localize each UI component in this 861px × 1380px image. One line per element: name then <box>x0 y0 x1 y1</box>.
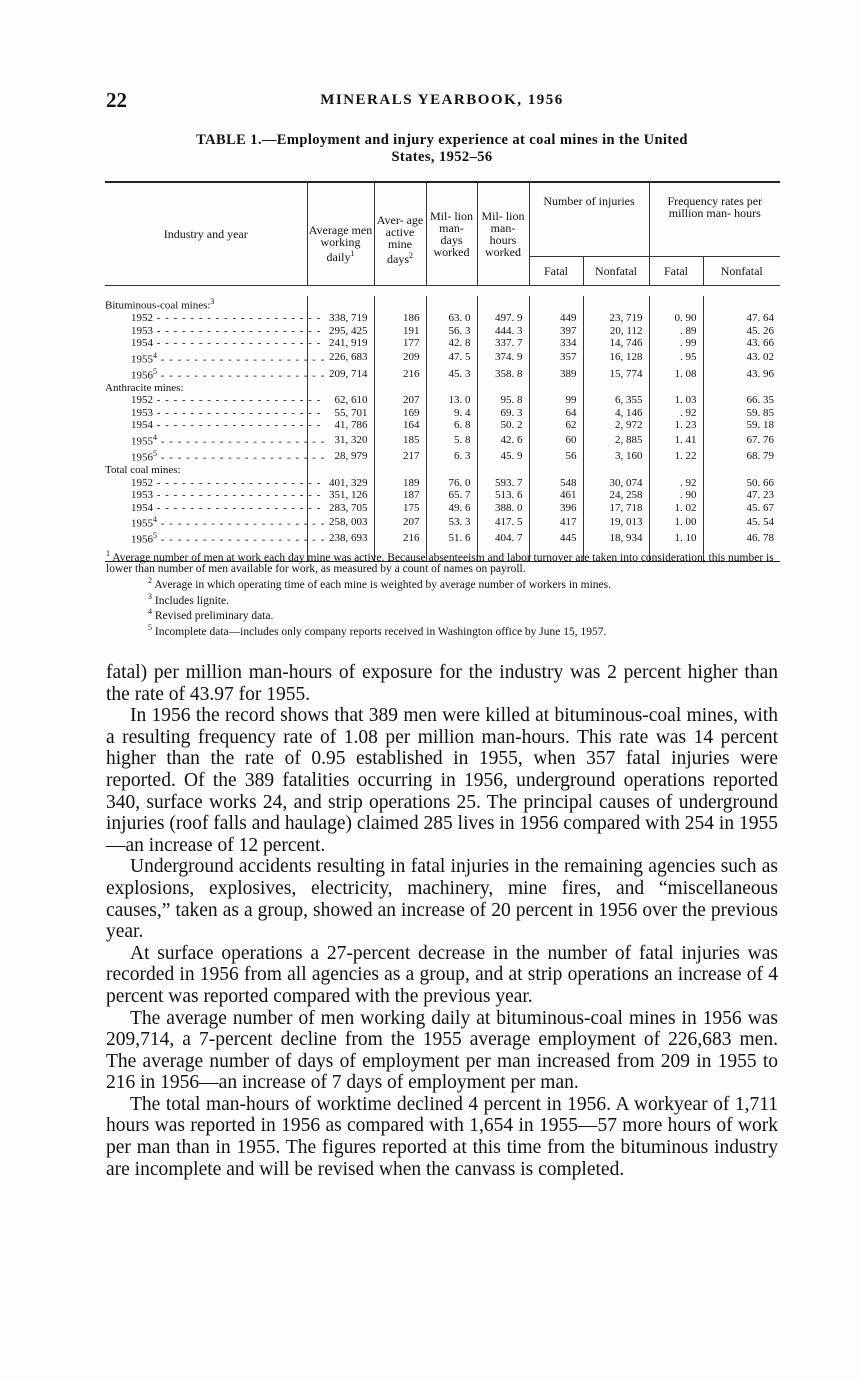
empty-cell <box>529 382 583 395</box>
cell-days: 169 <box>374 407 426 420</box>
cell-men: 41, 786 <box>307 419 374 432</box>
cell-rate-fatal: . 92 <box>649 407 703 420</box>
cell-man-days: 42. 8 <box>426 337 477 350</box>
leader-dots: - - - - - - - - - - - - - - - - - - - - <box>157 353 326 366</box>
table-row <box>105 514 780 530</box>
cell-rate-fatal: 1. 02 <box>649 502 703 515</box>
footnote-mark: 5 <box>148 623 152 633</box>
group-label-footnote: 3 <box>210 297 215 306</box>
col-header-injuries: Number of injuries <box>529 183 649 257</box>
table-row <box>105 489 780 502</box>
cell-rate-nonfatal: 66. 35 <box>703 394 780 407</box>
group-label <box>105 296 307 312</box>
spacer-row <box>105 286 780 297</box>
cell-fatal: 548 <box>529 477 583 490</box>
empty-cell <box>477 296 529 312</box>
cell-rate-fatal: . 90 <box>649 489 703 502</box>
col-header-fatal: Fatal <box>529 257 583 286</box>
footnote <box>106 575 780 591</box>
row-year <box>105 394 322 407</box>
cell-man-hours: 593. 7 <box>477 477 529 490</box>
cell-fatal: 445 <box>529 530 583 546</box>
row-year <box>105 432 326 448</box>
row-year-text: 1955 <box>131 353 153 366</box>
leader-dots: - - - - - - - - - - - - - - - - - - - - <box>157 451 326 464</box>
cell-men: 258, 003 <box>307 514 374 530</box>
table-title-line1: TABLE 1.—Employment and injury experience at coal mines in the United <box>196 132 688 148</box>
col-header-avg-men-footnote: 1 <box>350 249 355 258</box>
cell-days: 207 <box>374 394 426 407</box>
cell-man-hours: 42. 6 <box>477 432 529 448</box>
col-header-active-days-text: Aver- age active mine days <box>376 213 424 266</box>
cell-nonfatal: 24, 258 <box>583 489 649 502</box>
cell-rate-fatal: 1. 41 <box>649 432 703 448</box>
leader-dots: - - - - - - - - - - - - - - - - - - - - <box>153 337 322 350</box>
cell-man-days: 6. 3 <box>426 448 477 464</box>
table-row <box>105 432 780 448</box>
paragraph: At surface operations a 27-percent decrease in the number of fatal injuries was recorded in 1956 from all agencies as a group, and at strip operations an increase of 4 percent was reported compared with the previous year. <box>106 942 778 1007</box>
row-year <box>105 489 322 502</box>
footnote-text: Average number of men at work each day mine was active. Because absenteeism and labor turnover are taken into consideration, this number is lower than number of men available for work, as measured by a count of names on payroll. <box>106 551 774 575</box>
page-header <box>106 88 778 112</box>
leader-dots: - - - - - - - - - - - - - - - - - - - - <box>157 534 326 547</box>
cell-rate-fatal: . 92 <box>649 477 703 490</box>
cell-nonfatal: 6, 355 <box>583 394 649 407</box>
empty-cell <box>426 464 477 477</box>
cell-men: 209, 714 <box>307 366 374 382</box>
body-text <box>106 662 778 1180</box>
table-row <box>105 366 780 382</box>
cell-rate-fatal: 1. 10 <box>649 530 703 546</box>
table-footnotes <box>106 548 780 638</box>
cell-rate-nonfatal: 45. 26 <box>703 325 780 338</box>
group-label <box>105 382 307 395</box>
cell-man-days: 13. 0 <box>426 394 477 407</box>
cell-fatal: 56 <box>529 448 583 464</box>
cell-men: 226, 683 <box>307 350 374 366</box>
leader-dots: - - - - - - - - - - - - - - - - - - - - <box>157 435 326 448</box>
cell-man-hours: 417. 5 <box>477 514 529 530</box>
cell-nonfatal: 19, 013 <box>583 514 649 530</box>
col-header-active-days-footnote: 2 <box>409 251 413 260</box>
spacer-cell <box>105 286 780 297</box>
empty-cell <box>649 382 703 395</box>
table-row <box>105 350 780 366</box>
empty-cell <box>583 464 649 477</box>
footnote-text: Includes lignite. <box>154 594 229 607</box>
cell-nonfatal: 17, 718 <box>583 502 649 515</box>
row-year <box>105 324 322 338</box>
empty-cell <box>307 382 374 395</box>
row-year-text: 1953 <box>131 406 153 419</box>
cell-rate-fatal: . 99 <box>649 337 703 350</box>
row-year <box>105 350 326 366</box>
cell-man-hours: 374. 9 <box>477 350 529 366</box>
empty-cell <box>307 296 374 312</box>
row-year <box>105 530 326 547</box>
leader-dots: - - - - - - - - - - - - - - - - - - - - <box>153 324 322 337</box>
row-year <box>105 448 326 464</box>
cell-men: 241, 919 <box>307 337 374 350</box>
footnote <box>106 548 780 575</box>
cell-rate-fatal: 1. 03 <box>649 394 703 407</box>
cell-rate-nonfatal: 47. 64 <box>703 312 780 325</box>
footnote <box>106 591 780 607</box>
col-header-man-days: Mil- lion man- days worked <box>426 183 477 286</box>
cell-rate-fatal: 1. 22 <box>649 448 703 464</box>
paragraph: The average number of men working daily at bituminous-coal mines in 1956 was 209,714, a 7-percent decline from the 1955 average employment of 226,683 men. The average number of days of employment per man increased from 209 in 1955 to 216 in 1956—an increase of 7 days of employment per man. <box>106 1007 778 1094</box>
cell-man-days: 45. 3 <box>426 366 477 382</box>
row-year-footnote: 5 <box>153 449 157 459</box>
row-year <box>105 312 322 325</box>
cell-rate-nonfatal: 47. 23 <box>703 489 780 502</box>
cell-days: 216 <box>374 530 426 546</box>
table-row <box>105 394 780 407</box>
empty-cell <box>374 464 426 477</box>
row-year-text: 1956 <box>131 534 153 547</box>
footnote-mark: 4 <box>148 607 152 617</box>
footnote-mark: 2 <box>148 575 152 585</box>
cell-man-days: 65. 7 <box>426 489 477 502</box>
cell-rate-nonfatal: 45. 67 <box>703 502 780 515</box>
row-year-text: 1952 <box>131 476 153 489</box>
cell-man-days: 9. 4 <box>426 407 477 420</box>
row-year-text: 1953 <box>131 489 153 502</box>
empty-cell <box>477 382 529 395</box>
cell-rate-nonfatal: 43. 02 <box>703 350 780 366</box>
col-header-industry: Industry and year <box>105 183 307 286</box>
cell-men: 238, 693 <box>307 530 374 546</box>
table-row <box>105 407 780 420</box>
cell-fatal: 449 <box>529 312 583 325</box>
cell-man-days: 51. 6 <box>426 530 477 546</box>
cell-men: 295, 425 <box>307 325 374 338</box>
empty-cell <box>649 464 703 477</box>
cell-rate-nonfatal: 59. 85 <box>703 407 780 420</box>
cell-men: 401, 329 <box>307 477 374 490</box>
cell-days: 187 <box>374 489 426 502</box>
cell-nonfatal: 18, 934 <box>583 530 649 546</box>
table-row <box>105 325 780 338</box>
cell-nonfatal: 4, 146 <box>583 407 649 420</box>
cell-days: 175 <box>374 502 426 515</box>
cell-man-days: 53. 3 <box>426 514 477 530</box>
cell-fatal: 397 <box>529 325 583 338</box>
group-label-text: Bituminous-coal mines: <box>105 299 211 312</box>
cell-men: 55, 701 <box>307 407 374 420</box>
cell-rate-fatal: 1. 08 <box>649 366 703 382</box>
cell-man-days: 6. 8 <box>426 419 477 432</box>
cell-man-days: 76. 0 <box>426 477 477 490</box>
cell-rate-nonfatal: 43. 96 <box>703 366 780 382</box>
row-year-text: 1955 <box>131 517 153 530</box>
cell-days: 209 <box>374 350 426 366</box>
cell-fatal: 62 <box>529 419 583 432</box>
table-row <box>105 530 780 546</box>
leader-dots: - - - - - - - - - - - - - - - - - - - - <box>153 476 322 489</box>
group-label-text: Total coal mines: <box>105 464 181 477</box>
cell-days: 164 <box>374 419 426 432</box>
footnote-text: Average in which operating time of each mine is weighted by average number of workers in mines. <box>154 578 612 591</box>
cell-man-days: 56. 3 <box>426 325 477 338</box>
cell-man-hours: 69. 3 <box>477 407 529 420</box>
footnote-text: Revised preliminary data. <box>154 610 274 623</box>
cell-rate-fatal: 0. 90 <box>649 312 703 325</box>
cell-nonfatal: 16, 128 <box>583 350 649 366</box>
table-title <box>106 132 778 166</box>
col-header-avg-men <box>307 183 374 286</box>
cell-man-hours: 95. 8 <box>477 394 529 407</box>
empty-cell <box>583 382 649 395</box>
col-header-avg-men-text: Average men working daily <box>308 223 373 264</box>
cell-fatal: 389 <box>529 366 583 382</box>
table-row <box>105 419 780 432</box>
data-table <box>105 181 780 562</box>
leader-dots: - - - - - - - - - - - - - - - - - - - - <box>153 312 322 325</box>
footnote-mark: 3 <box>148 591 152 601</box>
cell-man-hours: 404. 7 <box>477 530 529 546</box>
row-year-text: 1952 <box>131 312 153 325</box>
group-row <box>105 296 780 312</box>
empty-cell <box>529 296 583 312</box>
table-row <box>105 448 780 464</box>
row-year-footnote: 4 <box>153 432 157 442</box>
cell-fatal: 357 <box>529 350 583 366</box>
row-year-text: 1954 <box>131 501 153 514</box>
cell-rate-nonfatal: 46. 78 <box>703 530 780 546</box>
cell-nonfatal: 2, 885 <box>583 432 649 448</box>
cell-rate-fatal: . 89 <box>649 325 703 338</box>
cell-days: 191 <box>374 325 426 338</box>
row-year-text: 1954 <box>131 337 153 350</box>
paragraph: fatal) per million man-hours of exposure for the industry was 2 percent higher than the rate of 43.97 for 1955. <box>106 662 778 705</box>
row-year-footnote: 4 <box>153 350 157 360</box>
cell-man-hours: 497. 9 <box>477 312 529 325</box>
row-year <box>105 419 322 432</box>
cell-rate-fatal: . 95 <box>649 350 703 366</box>
cell-rate-nonfatal: 68. 79 <box>703 448 780 464</box>
row-year-text: 1953 <box>131 324 153 337</box>
cell-man-hours: 50. 2 <box>477 419 529 432</box>
cell-fatal: 334 <box>529 337 583 350</box>
row-year <box>105 406 322 420</box>
col-header-nonfatal: Nonfatal <box>583 257 649 286</box>
group-label-text: Anthracite mines: <box>105 381 184 394</box>
row-year-text: 1956 <box>131 451 153 464</box>
empty-cell <box>426 296 477 312</box>
empty-cell <box>583 296 649 312</box>
cell-men: 283, 705 <box>307 502 374 515</box>
cell-days: 186 <box>374 312 426 325</box>
leader-dots: - - - - - - - - - - - - - - - - - - - - <box>157 369 326 382</box>
leader-dots: - - - - - - - - - - - - - - - - - - - - <box>153 394 322 407</box>
table-body <box>105 286 780 561</box>
col-header-man-hours: Mil- lion man- hours worked <box>477 183 529 286</box>
cell-nonfatal: 2, 972 <box>583 419 649 432</box>
footnote <box>106 606 780 622</box>
group-row <box>105 464 780 477</box>
cell-man-days: 47. 5 <box>426 350 477 366</box>
leader-dots: - - - - - - - - - - - - - - - - - - - - <box>153 501 322 514</box>
row-year <box>105 501 322 515</box>
running-title: MINERALS YEARBOOK, 1956 <box>320 92 564 108</box>
cell-nonfatal: 3, 160 <box>583 448 649 464</box>
table-row <box>105 502 780 515</box>
cell-fatal: 396 <box>529 502 583 515</box>
cell-days: 217 <box>374 448 426 464</box>
table-row <box>105 477 780 490</box>
empty-cell <box>529 464 583 477</box>
row-year-text: 1952 <box>131 394 153 407</box>
group-label <box>105 464 307 477</box>
col-header-rate-fatal: Fatal <box>649 257 703 286</box>
cell-nonfatal: 15, 774 <box>583 366 649 382</box>
empty-cell <box>649 296 703 312</box>
cell-nonfatal: 23, 719 <box>583 312 649 325</box>
cell-men: 62, 610 <box>307 394 374 407</box>
empty-cell <box>426 382 477 395</box>
cell-days: 216 <box>374 366 426 382</box>
page-number: 22 <box>106 88 127 112</box>
cell-rate-fatal: 1. 00 <box>649 514 703 530</box>
cell-man-hours: 444. 3 <box>477 325 529 338</box>
row-year-text: 1955 <box>131 435 153 448</box>
cell-nonfatal: 20, 112 <box>583 325 649 338</box>
empty-cell <box>307 464 374 477</box>
leader-dots: - - - - - - - - - - - - - - - - - - - - <box>153 406 322 419</box>
leader-dots: - - - - - - - - - - - - - - - - - - - - <box>153 419 322 432</box>
cell-rate-nonfatal: 50. 66 <box>703 477 780 490</box>
empty-cell <box>703 464 780 477</box>
paragraph: The total man-hours of worktime declined 4 percent in 1956. A workyear of 1,711 hours was reported in 1956 as compared with 1,654 in 1955—57 more hours of work per man than in 1955. The figures reported at this time from the bituminous industry are incomplete and will be revised when the canvass is completed. <box>106 1093 778 1180</box>
cell-rate-fatal: 1. 23 <box>649 419 703 432</box>
cell-man-hours: 358. 8 <box>477 366 529 382</box>
col-header-active-days <box>374 183 426 286</box>
cell-rate-nonfatal: 59. 18 <box>703 419 780 432</box>
cell-fatal: 461 <box>529 489 583 502</box>
row-year-footnote: 5 <box>153 366 157 376</box>
empty-cell <box>703 296 780 312</box>
cell-rate-nonfatal: 45. 54 <box>703 514 780 530</box>
row-year-footnote: 4 <box>153 515 157 525</box>
cell-men: 338, 719 <box>307 312 374 325</box>
cell-man-hours: 513. 6 <box>477 489 529 502</box>
cell-man-hours: 388. 0 <box>477 502 529 515</box>
cell-man-days: 5. 8 <box>426 432 477 448</box>
empty-cell <box>703 382 780 395</box>
col-header-rate-nonfatal: Nonfatal <box>703 257 780 286</box>
table-row <box>105 312 780 325</box>
cell-rate-nonfatal: 67. 76 <box>703 432 780 448</box>
cell-nonfatal: 30, 074 <box>583 477 649 490</box>
cell-days: 189 <box>374 477 426 490</box>
empty-cell <box>374 382 426 395</box>
row-year <box>105 337 322 350</box>
paragraph: Underground accidents resulting in fatal injuries in the remaining agencies such as explosions, explosives, electricity, machinery, mine fires, and “miscellaneous causes,” taken as a group, showed an increase of 20 percent in 1956 over the previous year. <box>106 856 778 943</box>
table-title-line2: States, 1952–56 <box>391 149 493 165</box>
empty-cell <box>374 296 426 312</box>
cell-days: 185 <box>374 432 426 448</box>
row-year-text: 1954 <box>131 419 153 432</box>
row-year <box>105 514 326 530</box>
empty-cell <box>477 464 529 477</box>
group-row <box>105 382 780 395</box>
footnote-text: Incomplete data—includes only company reports received in Washington office by June 15, 1957. <box>154 626 607 639</box>
row-year-footnote: 5 <box>153 531 157 541</box>
cell-days: 177 <box>374 337 426 350</box>
cell-man-days: 49. 6 <box>426 502 477 515</box>
table-row <box>105 337 780 350</box>
cell-man-hours: 337. 7 <box>477 337 529 350</box>
row-year <box>105 366 326 382</box>
leader-dots: - - - - - - - - - - - - - - - - - - - - <box>157 517 326 530</box>
cell-fatal: 417 <box>529 514 583 530</box>
leader-dots: - - - - - - - - - - - - - - - - - - - - <box>153 489 322 502</box>
cell-men: 31, 320 <box>307 432 374 448</box>
cell-rate-nonfatal: 43. 66 <box>703 337 780 350</box>
cell-man-hours: 45. 9 <box>477 448 529 464</box>
cell-fatal: 99 <box>529 394 583 407</box>
row-year-text: 1956 <box>131 369 153 382</box>
footnote-mark: 1 <box>106 549 110 558</box>
cell-fatal: 64 <box>529 407 583 420</box>
cell-days: 207 <box>374 514 426 530</box>
cell-men: 28, 979 <box>307 448 374 464</box>
footnote <box>106 622 780 638</box>
cell-fatal: 60 <box>529 432 583 448</box>
cell-man-days: 63. 0 <box>426 312 477 325</box>
row-year <box>105 476 322 490</box>
cell-nonfatal: 14, 746 <box>583 337 649 350</box>
col-header-rates: Frequency rates per million man- hours <box>649 183 780 257</box>
cell-men: 351, 126 <box>307 489 374 502</box>
paragraph: In 1956 the record shows that 389 men were killed at bituminous-coal mines, with a resulting frequency rate of 1.08 per million man-hours. This rate was 14 percent higher than the rate of 0.95 established in 1955, when 357 fatal injuries were reported. Of the 389 fatalities occurring in 1956, underground operations reported 340, surface works 24, and strip operations 25. The principal causes of underground injuries (roof falls and haulage) claimed 285 lives in 1956 compared with 254 in 1955—an increase of 12 percent. <box>106 705 778 856</box>
